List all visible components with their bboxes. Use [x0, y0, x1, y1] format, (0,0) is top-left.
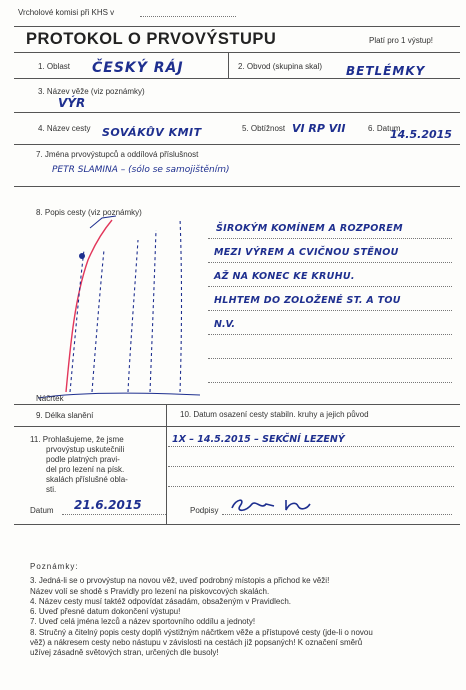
- note-7: 7. Uveď celá jména lezců a název sportovního oddílu a jednoty!: [30, 617, 256, 627]
- note-8b: věž) a nákresem cesty nebo nástupu v závislosti na cestách již popsaných! K označení směrů: [30, 638, 363, 648]
- field-vez-value[interactable]: VÝR: [58, 96, 86, 110]
- note-8c: užívej zásadně světových stran, určených dle busoly!: [30, 648, 219, 658]
- signature[interactable]: [226, 494, 316, 521]
- declaration-line-6: sti.: [46, 485, 57, 494]
- field-obvod-value[interactable]: BETLÉMKY: [346, 64, 426, 78]
- declaration-line-4: del pro lezení na písk.: [46, 465, 125, 474]
- field-vez-label: 3. Název věže (viz poznámky): [38, 87, 145, 96]
- field-osazeni-label: 10. Datum osazení cesty stabiln. kruhy a jejich původ: [180, 410, 369, 419]
- note-3: 3. Jedná-li se o prvovýstup na novou věž, uveď podrobný místopis a přichod ke věži!: [30, 576, 330, 586]
- declaration-line-3: podle platných pravi-: [46, 455, 120, 464]
- field-obvod-label: 2. Obvod (skupina skal): [238, 62, 323, 71]
- notes-section: [30, 562, 373, 659]
- page-title: PROTOKOL O PRVOVÝSTUPU: [26, 30, 277, 48]
- route-sketch: [30, 210, 200, 406]
- note-4: 4. Název cesty musí taktéž odpovídat zásadám, obsaženým v Pravidlech.: [30, 596, 292, 606]
- field-popis-label: 8. Popis cesty (viz poznámky): [36, 208, 142, 217]
- field-slaneni-label: 9. Délka slanění: [36, 411, 94, 420]
- route-description-line-3[interactable]: AŽ NA KONEC KE KRUHU.: [214, 271, 355, 282]
- field-datum-value[interactable]: 14.5.2015: [390, 128, 452, 141]
- declaration-line-5: skalách příslušné obla-: [46, 475, 128, 484]
- field-datum-label: 6. Datum: [368, 124, 401, 133]
- signature-date-label: Datum: [30, 506, 54, 515]
- field-osazeni-value[interactable]: 1X – 14.5.2015 – SEKČNÍ LEZENÝ: [172, 434, 345, 445]
- notes-title: Poznámky:: [30, 562, 79, 571]
- note-6: 6. Uveď přesné datum dokončení výstupu!: [30, 607, 181, 617]
- sketch-label: Náčrtek: [36, 394, 64, 403]
- copy-note: Platí pro 1 výstup!: [369, 36, 434, 45]
- note-3b: Název volí se shodě s Pravidly pro lezení na pískovcových skalách.: [30, 586, 270, 596]
- field-obtiznost-value[interactable]: VI RP VII: [292, 122, 346, 135]
- field-oblast-value[interactable]: ČESKÝ RÁJ: [92, 60, 184, 76]
- field-obtiznost-label: 5. Obtížnost: [242, 124, 286, 133]
- field-jmena-value[interactable]: PETR SLAMINA – (sólo se samojištěním): [52, 165, 230, 175]
- signature-date-value[interactable]: 21.6.2015: [74, 498, 142, 512]
- route-description-line-1[interactable]: ŠIROKÝM KOMÍNEM A ROZPOREM: [216, 223, 403, 234]
- route-description-line-4[interactable]: HLHTEM DO ZOLOŽENÉ ST. A TOU: [214, 295, 401, 306]
- route-description-line-2[interactable]: MEZI VÝREM A CVIČNOU STĚNOU: [214, 247, 399, 258]
- declaration-line-1: 11. Prohlašujeme, že jsme: [30, 435, 124, 444]
- field-jmena-label: 7. Jména prvovýstupců a oddílová příslušnost: [36, 150, 199, 159]
- committee-line: Vrcholové komisi při KHS v: [18, 8, 115, 17]
- signatures-label: Podpisy: [190, 506, 219, 515]
- field-oblast-label: 1. Oblast: [38, 62, 71, 71]
- route-description-line-5[interactable]: N.V.: [214, 319, 236, 330]
- declaration-line-2: prvovýstup uskutečnili: [46, 445, 125, 454]
- note-8: 8. Stručný a čitelný popis cesty doplň výstižným náčrtkem věže a přístupové cesty (jde-li o novou: [30, 627, 373, 637]
- field-cesta-label: 4. Název cesty: [38, 124, 91, 133]
- field-cesta-value[interactable]: SOVÁKŮV KMIT: [102, 126, 202, 139]
